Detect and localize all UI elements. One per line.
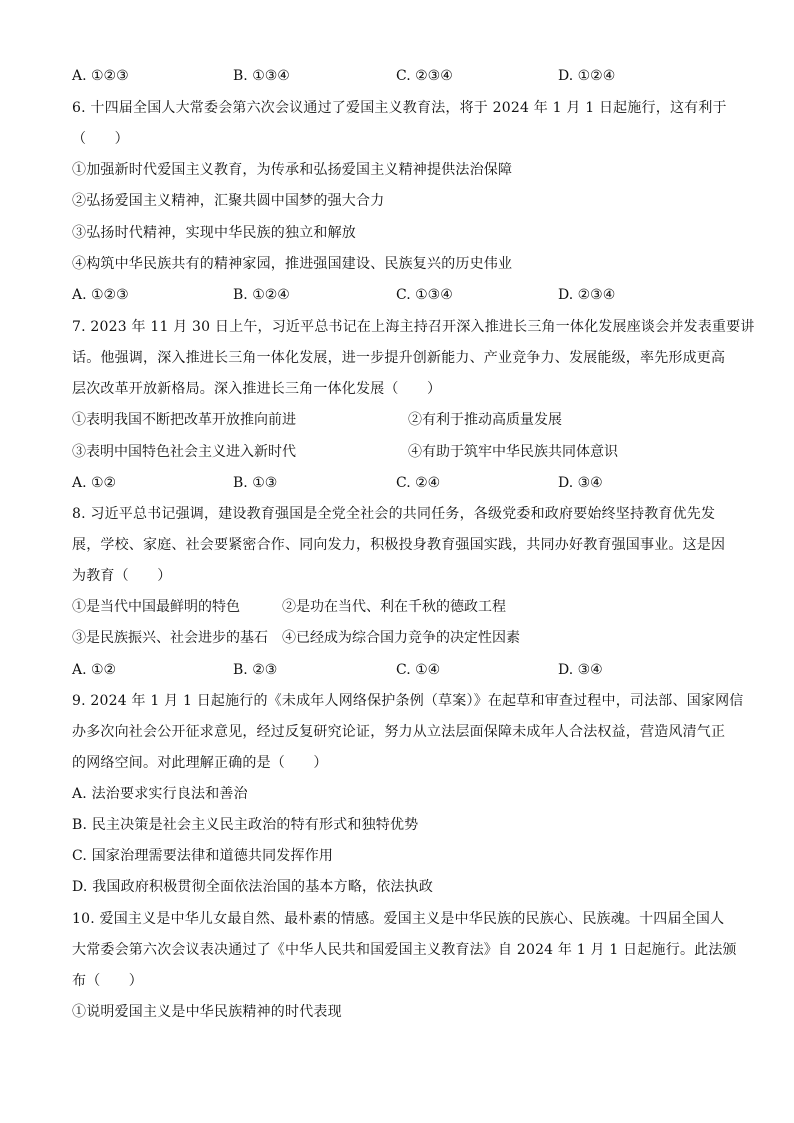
q10-stem-line-1: 10. 爱国主义是中华儿女最自然、最朴素的情感。爱国主义是中华民族的民族心、民族魂。十四届全国人 (72, 911, 725, 927)
q8-option-a: A. ①② (72, 662, 117, 678)
q9-stem-line-1: 9. 2024 年 1 月 1 日起施行的《未成年人网络保护条例（草案）》在起草和审查过程中，司法部、国家网信 (72, 693, 744, 709)
q8-option-d: D. ③④ (558, 662, 603, 678)
q10-stem-line-2: 大常委会第六次会议表决通过了《中华人民共和国爱国主义教育法》自 2024 年 1 月 1 日起施行。此法颁 (72, 942, 737, 958)
q7-option-c: C. ②④ (396, 475, 441, 491)
q6-stem-line-1: 6. 十四届全国人大常委会第六次会议通过了爱国主义教育法，将于 2024 年 1 月 1 日起施行，这有利于 (72, 100, 727, 116)
q7-item-4: ④有助于筑牢中华民族共同体意识 (408, 444, 618, 460)
q9-option-d: D. 我国政府积极贯彻全面依法治国的基本方略，依法执政 (72, 879, 434, 895)
q9-option-b: B. 民主决策是社会主义民主政治的特有形式和独特优势 (72, 817, 419, 833)
q5-option-d: D. ①②④ (558, 68, 616, 84)
q9-option-c: C. 国家治理需要法律和道德共同发挥作用 (72, 848, 334, 864)
q10-stem-line-3: 布（ ） (72, 973, 143, 989)
q7-item-1: ①表明我国不断把改革开放推向前进 (72, 412, 296, 428)
q7-option-b: B. ①③ (233, 475, 278, 491)
q9-stem-line-3: 的网络空间。对此理解正确的是（ ） (72, 755, 328, 771)
q8-item-2: ②是功在当代、利在千秋的德政工程 (282, 599, 506, 615)
q7-option-d: D. ③④ (558, 475, 603, 491)
q6-item-3: ③弘扬时代精神，实现中华民族的独立和解放 (72, 225, 356, 241)
q8-item-3: ③是民族振兴、社会进步的基石 (72, 630, 268, 646)
q6-item-2: ②弘扬爱国主义精神，汇聚共圆中国梦的强大合力 (72, 193, 385, 209)
q8-stem-line-1: 8. 习近平总书记强调，建设教育强国是全党全社会的共同任务，各级党委和政府要始终坚持教育优先发 (72, 506, 716, 522)
q8-option-c: C. ①④ (396, 662, 441, 678)
q10-item-1: ①说明爱国主义是中华民族精神的时代表现 (72, 1004, 342, 1020)
q6-item-4: ④构筑中华民族共有的精神家园，推进强国建设、民族复兴的历史伟业 (72, 256, 513, 272)
q6-option-b: B. ①②④ (233, 287, 290, 303)
q7-stem-line-1: 7. 2023 年 11 月 30 日上午，习近平总书记在上海主持召开深入推进长三角一体化发展座谈会并发表重要讲 (72, 319, 755, 335)
q8-option-b: B. ②③ (233, 662, 278, 678)
q7-stem-line-3: 层次改革开放新格局。深入推进长三角一体化发展（ ） (72, 381, 442, 397)
q5-option-b: B. ①③④ (233, 68, 290, 84)
q7-stem-line-2: 话。他强调，深入推进长三角一体化发展，进一步提升创新能力、产业竞争力、发展能级，率先形成更高 (72, 350, 726, 366)
q9-option-a: A. 法治要求实行良法和善治 (72, 786, 248, 802)
q8-item-4: ④已经成为综合国力竞争的决定性因素 (282, 630, 520, 646)
q5-option-c: C. ②③④ (396, 68, 453, 84)
q7-item-3: ③表明中国特色社会主义进入新时代 (72, 444, 296, 460)
q7-item-2: ②有利于推动高质量发展 (408, 412, 562, 428)
q9-stem-line-2: 办多次向社会公开征求意见，经过反复研究论证，努力从立法层面保障未成年人合法权益，营造风清气正 (72, 724, 726, 740)
q6-stem-line-2: （ ） (72, 131, 129, 147)
q7-option-a: A. ①② (72, 475, 117, 491)
q8-item-1: ①是当代中国最鲜明的特色 (72, 599, 240, 615)
q5-option-a: A. ①②③ (72, 68, 129, 84)
q6-option-d: D. ②③④ (558, 287, 616, 303)
q6-option-c: C. ①③④ (396, 287, 453, 303)
q8-stem-line-2: 展，学校、家庭、社会要紧密合作、同向发力，积极投身教育强国实践，共同办好教育强国事业。这是因 (72, 537, 726, 553)
q8-stem-line-3: 为教育（ ） (72, 568, 172, 584)
q6-item-1: ①加强新时代爱国主义教育，为传承和弘扬爱国主义精神提供法治保障 (72, 162, 513, 178)
q6-option-a: A. ①②③ (72, 287, 129, 303)
